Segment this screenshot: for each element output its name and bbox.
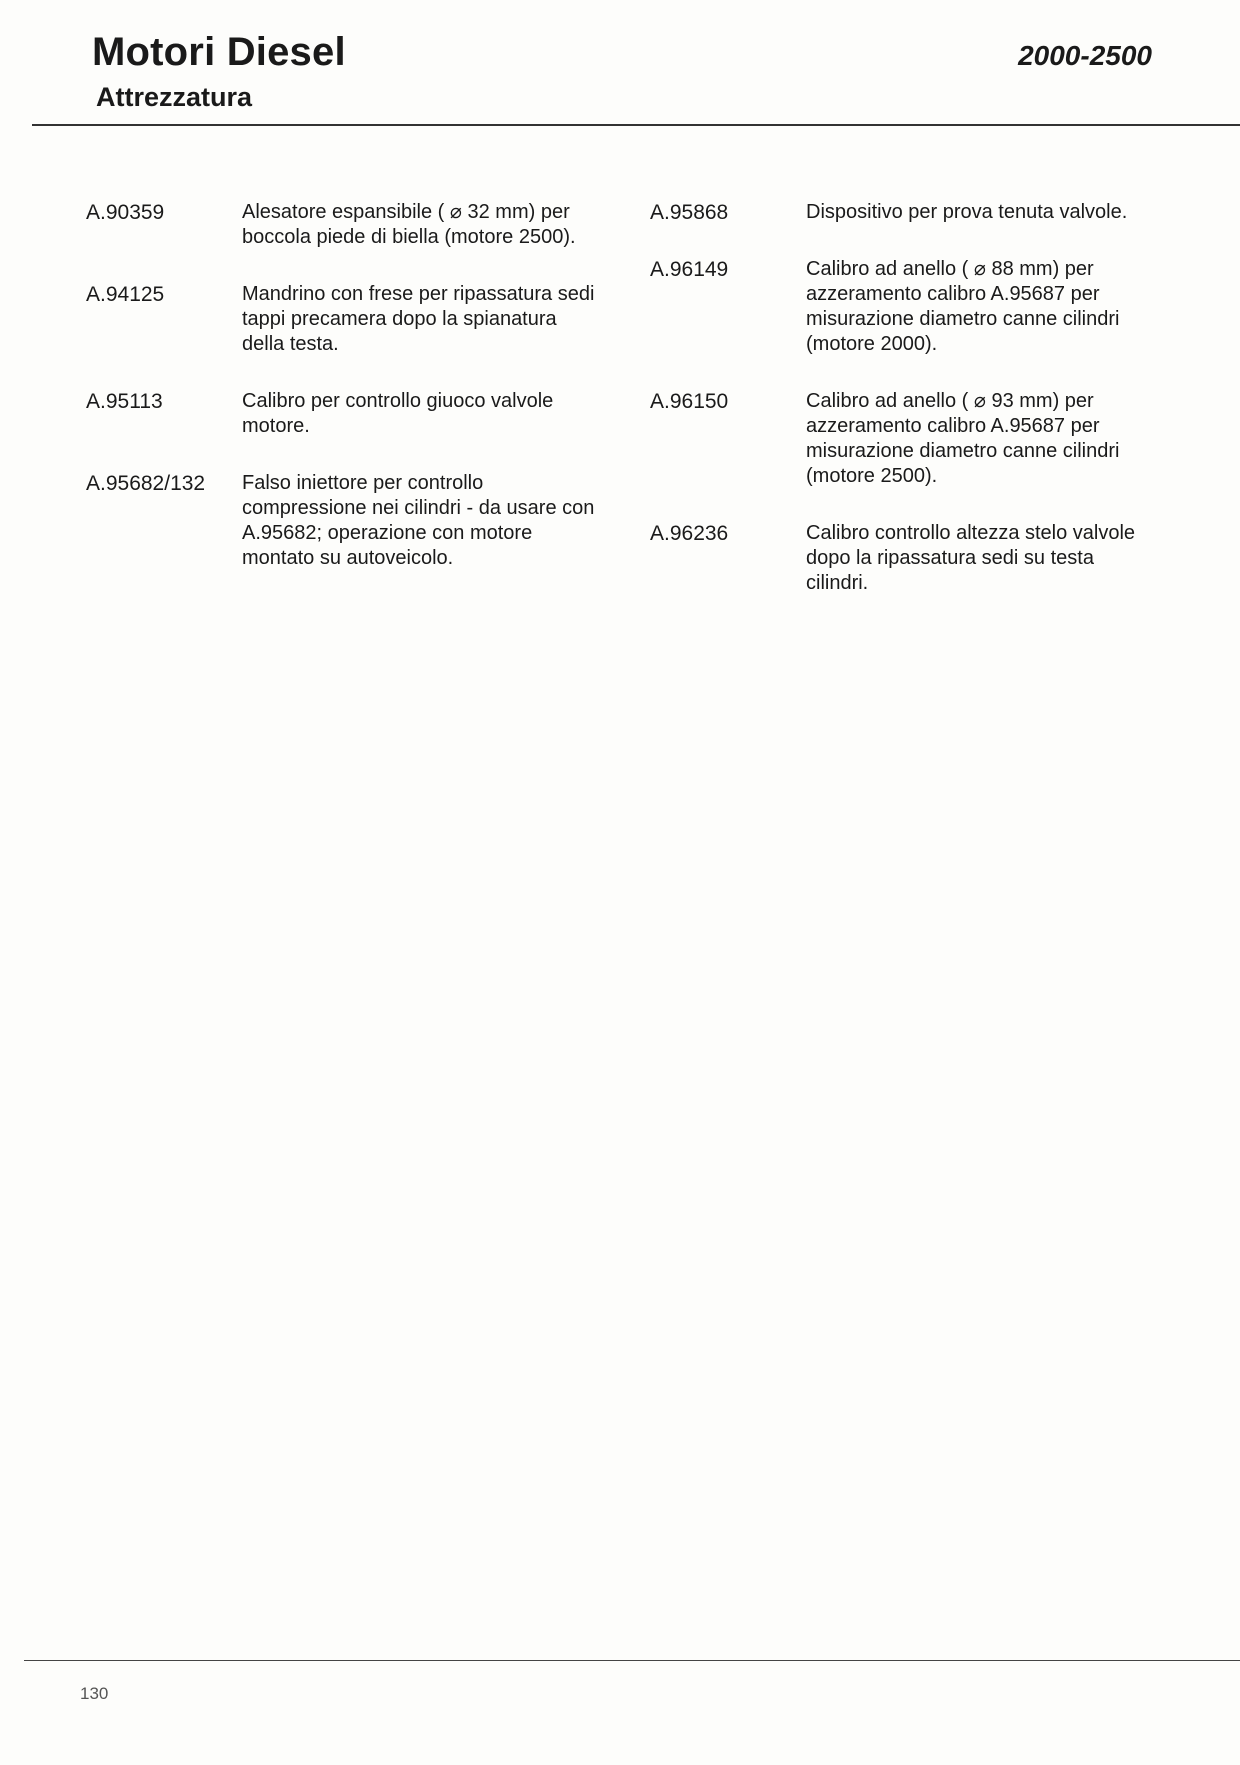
tool-code: A.96150	[650, 390, 729, 413]
page-number: 130	[80, 1684, 109, 1703]
tool-description: Calibro ad anello ( ⌀ 88 mm) per azzeramento calibro A.95687 per misurazione diametro canne cilindri (motore 2000).	[806, 258, 1120, 355]
tool-code: A.90359	[86, 201, 165, 224]
tool-code: A.94125	[86, 283, 165, 306]
tool-code: A.95113	[86, 390, 163, 413]
header-divider	[32, 124, 1240, 126]
tool-code: A.95682/132	[86, 472, 206, 495]
page-title: Motori Diesel	[92, 30, 346, 74]
tool-description: Calibro controllo altezza stelo valvole dopo la ripassatura sedi su testa cilindri.	[806, 522, 1136, 594]
tool-entry	[86, 200, 626, 250]
tool-code: A.96236	[650, 522, 729, 545]
tool-code: A.96149	[650, 258, 729, 281]
tool-description: Falso iniettore per controllo compressione nei cilindri - da usare con A.95682; operazione con motore montato su autoveicolo.	[242, 472, 595, 569]
tool-code: A.95868	[650, 201, 729, 224]
tool-description: Calibro ad anello ( ⌀ 93 mm) per azzeramento calibro A.95687 per misurazione diametro canne cilindri (motore 2500).	[806, 390, 1120, 487]
right-column	[650, 200, 1190, 628]
tool-entry	[650, 200, 1190, 225]
tool-entry	[86, 471, 626, 571]
tool-entry	[86, 282, 626, 357]
tool-description: Calibro per controllo giuoco valvole motore.	[242, 390, 554, 437]
tool-description: Mandrino con frese per ripassatura sedi tappi precamera dopo la spianatura della testa.	[242, 283, 595, 355]
model-range: 2000-2500	[1018, 40, 1152, 71]
tool-description: Alesatore espansibile ( ⌀ 32 mm) per boccola piede di biella (motore 2500).	[242, 201, 576, 248]
tool-entry	[86, 389, 626, 439]
footer-divider	[24, 1660, 1240, 1661]
tool-entry	[650, 521, 1190, 596]
tool-description: Dispositivo per prova tenuta valvole.	[806, 201, 1128, 223]
page-subtitle: Attrezzatura	[96, 82, 253, 112]
left-column	[86, 200, 626, 603]
tool-entry	[650, 389, 1190, 489]
tool-entry	[650, 257, 1190, 357]
